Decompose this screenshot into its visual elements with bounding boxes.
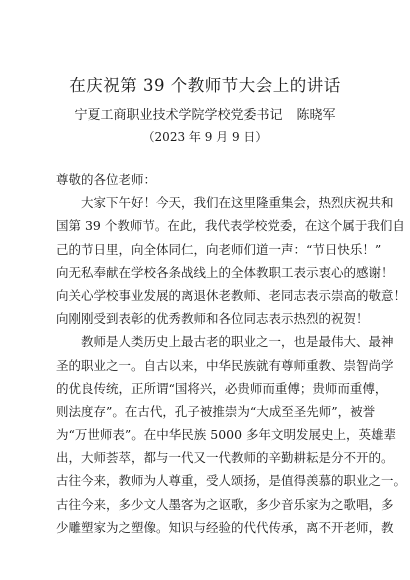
body-line: 圣的职业之一。自古以来，中华民族就有尊师重教、崇智尚学: [56, 357, 394, 373]
body-line: 向无私奉献在学校各条战线上的全体教职工表示衷心的感谢！: [56, 264, 394, 280]
body-line: 国第 39 个教师节。在此，我代表学校党委，在这个属于我们自: [56, 218, 405, 234]
speech-body: [56, 168, 407, 539]
body-line: 古往今来，多少文人墨客为之讴歌，多少音乐家为之歌唱，多: [56, 496, 394, 512]
body-line: 为“万世师表”。在中华民族 5000 多年文明发展史上，英雄辈: [56, 427, 397, 443]
body-line: 出，大师荟萃，都与一代又一代教师的辛勤耕耘是分不开的。: [56, 450, 394, 466]
speech-date: （2023 年 9 月 9 日）: [142, 130, 268, 144]
body-line: 向关心学校事业发展的离退休老教师、老同志表示崇高的敬意！: [56, 287, 407, 303]
speech-title: 在庆祝第 39 个教师节大会上的讲话: [69, 76, 341, 95]
body-line: 己的节日里，向全体同仁，向老师们道一声：“节日快乐！”: [56, 241, 382, 257]
byline: [0, 104, 410, 123]
body-line: 大家下午好！今天，我们在这里隆重集会，热烈庆祝共和: [81, 195, 394, 211]
body-line: 的优良传统，正所谓“国将兴，必贵师而重傅；贵师而重傅，: [56, 380, 388, 396]
body-line: 少雕塑家为之塑像。知识与经验的代代传承，离不开老师，教: [56, 519, 394, 535]
body-line: 教师是人类历史上最古老的职业之一，也是最伟大、最神: [81, 334, 394, 350]
body-line: 古往今来，教师为人尊重，受人颂扬，是值得羡慕的职业之一。: [56, 473, 407, 489]
byline-organization: 宁夏工商职业技术学院学校党委书记: [74, 108, 283, 123]
body-line: 则法度存”。在古代，孔子被推崇为“大成至圣先师”，被誉: [56, 403, 376, 419]
body-line: 向刚刚受到表彰的优秀教师和各位同志表示热烈的祝贺！: [56, 311, 369, 327]
byline-author: 陈晓军: [296, 108, 336, 123]
salutation-line: 尊敬的各位老师：: [56, 172, 157, 187]
